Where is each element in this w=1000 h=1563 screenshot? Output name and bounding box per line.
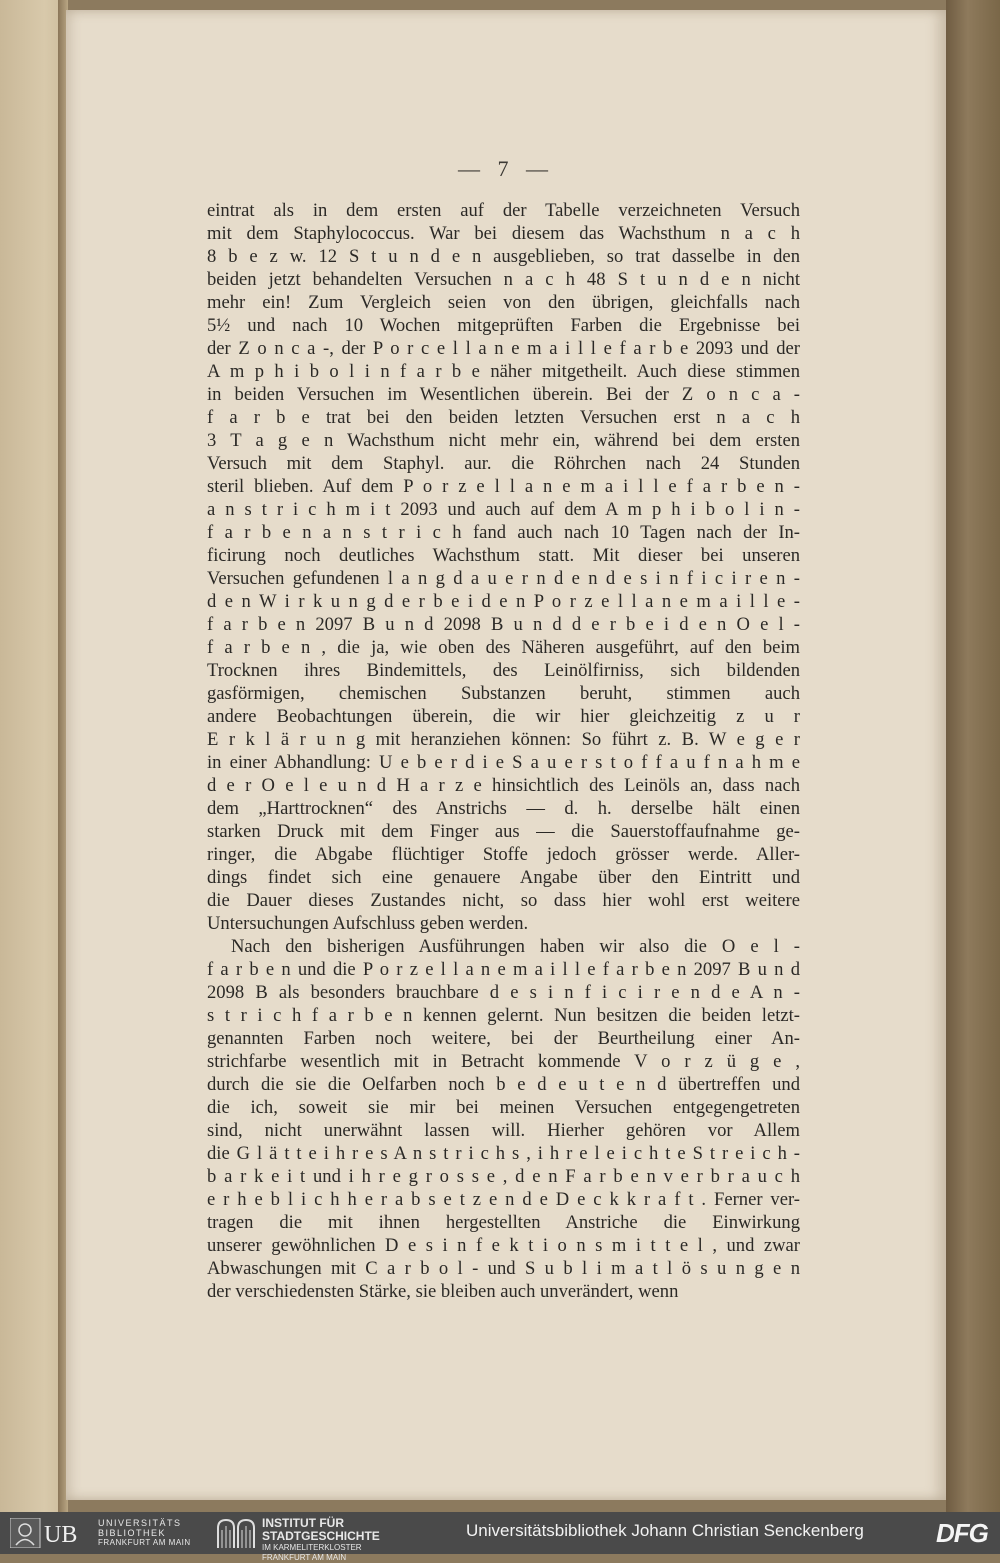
text-line: ficirung noch deutliches Wachsthum statt. Mit dieser bei unseren	[207, 545, 800, 566]
text-line: der verschiedensten Stärke, sie bleiben auch unverändert, wenn	[207, 1281, 679, 1302]
text-line: 5½ und nach 10 Wochen mitgeprüften Farben die Ergebnisse bei	[207, 315, 800, 336]
text-line: strichfarbe wesentlich mit in Betracht kommende V o r z ü g e ,	[207, 1051, 800, 1072]
inst-line-4: FRANKFURT AM MAIN	[262, 1553, 347, 1562]
text-line: 2098 B als besonders brauchbare d e s i n f i c i r e n d e A n -	[207, 982, 800, 1003]
institute-text	[262, 1517, 380, 1563]
text-line: dings findet sich eine genauere Angabe über den Eintritt und	[207, 867, 800, 888]
text-line: A m p h i b o l i n f a r b e näher mitgetheilt. Auch diese stimmen	[207, 361, 800, 382]
text-line: Nach den bisherigen Ausführungen haben wir also die O e l -	[231, 936, 800, 957]
text-line: a n s t r i c h m i t 2093 und auch auf dem A m p h i b o l i n -	[207, 499, 800, 520]
dfg-logo: DFG	[936, 1518, 988, 1548]
text-line: f a r b e trat bei den beiden letzten Versuchen erst n a c h	[207, 407, 800, 428]
inst-line-1: INSTITUT FÜR	[262, 1516, 344, 1530]
text-line: die ich, soweit sie mir bei meinen Versuchen entgegengetreten	[207, 1097, 800, 1118]
ub-line-2: BIBLIOTHEK	[98, 1528, 167, 1538]
page-number: — 7 —	[458, 156, 554, 181]
text-line: der Z o n c a -, der P o r c e l l a n e m a i l l e f a r b e 2093 und der	[207, 338, 800, 359]
text-line: Untersuchungen Aufschluss geben werden.	[207, 913, 529, 934]
right-background	[946, 0, 1000, 1512]
text-line: eintrat als in dem ersten auf der Tabelle verzeichneten Versuch	[207, 200, 800, 221]
text-line: Trocknen ihres Bindemittels, des Leinölfirniss, sich bildenden	[207, 660, 800, 681]
text-line: andere Beobachtungen überein, die wir hier gleichzeitig z u r	[207, 706, 800, 727]
text-line: Abwaschungen mit C a r b o l - und S u b l i m a t l ö s u n g e n	[207, 1258, 800, 1279]
text-line: unserer gewöhnlichen D e s i n f e k t i o n s m i t t e l , und zwar	[207, 1235, 800, 1256]
text-line: Versuch mit dem Staphyl. aur. die Röhrchen nach 24 Stunden	[207, 453, 800, 474]
inst-line-3: IM KARMELITERKLOSTER	[262, 1543, 362, 1552]
text-line: d e n W i r k u n g d e r b e i d e n P o r z e l l a n e m a i l l e -	[207, 591, 800, 612]
text-line: f a r b e n a n s t r i c h fand auch nach 10 Tagen nach der In-	[207, 522, 800, 543]
text-line: die G l ä t t e i h r e s A n s t r i c h s , i h r e l e i c h t e S t r e i c h -	[207, 1143, 800, 1164]
text-line: 3 T a g e n Wachsthum nicht mehr ein, während bei dem ersten	[207, 430, 800, 451]
text-line: e r h e b l i c h h e r a b s e t z e n d e D e c k k r a f t . Ferner ver-	[207, 1189, 800, 1210]
text-line: Versuchen gefundenen l a n g d a u e r n d e n d e s i n f i c i r e n -	[207, 568, 800, 589]
text-line: dem „Harttrocknen“ des Anstrichs — d. h. derselbe hält einen	[207, 798, 800, 819]
text-line: sind, nicht unerwähnt lassen will. Hierher gehören vor Allem	[207, 1120, 800, 1141]
text-line: in beiden Versuchen im Wesentlichen überein. Bei der Z o n c a -	[207, 384, 800, 405]
ub-mark: UB	[44, 1522, 78, 1548]
text-line: gasförmigen, chemischen Substanzen beruht, stimmen auch	[207, 683, 800, 704]
text-line: mehr ein! Zum Vergleich seien von den übrigen, gleichfalls nach	[207, 292, 800, 313]
ub-line-1: UNIVERSITÄTS	[98, 1518, 182, 1528]
book-page	[66, 10, 946, 1500]
text-line: f a r b e n 2097 B u n d 2098 B u n d d e r b e i d e n O e l -	[207, 614, 800, 635]
text-line: beiden jetzt behandelten Versuchen n a c h 48 S t u n d e n nicht	[207, 269, 800, 290]
text-line: ringer, die Abgabe flüchtiger Stoffe jedoch grösser werde. Aller-	[207, 844, 800, 865]
text-line: b a r k e i t und i h r e g r o s s e , d e n F a r b e n v e r b r a u c h	[207, 1166, 800, 1187]
text-line: mit dem Staphylococcus. War bei diesem das Wachsthum n a c h	[207, 223, 800, 244]
text-line: in einer Abhandlung: U e b e r d i e S a u e r s t o f f a u f n a h m e	[207, 752, 800, 773]
footer-bar	[0, 1512, 1000, 1562]
text-line: steril blieben. Auf dem P o r z e l l a n e m a i l l e f a r b e n -	[207, 476, 800, 497]
institute-logo-icon	[214, 1518, 258, 1550]
library-name: Universitätsbibliothek Johann Christian Senckenberg	[466, 1521, 864, 1540]
text-line: die Dauer dieses Zustandes nicht, so dass hier wohl erst weitere	[207, 890, 800, 911]
text-line: f a r b e n , die ja, wie oben des Näheren ausgeführt, auf den beim	[207, 637, 800, 658]
text-line: E r k l ä r u n g mit heranziehen können: So führt z. B. W e g e r	[207, 729, 800, 750]
text-line: durch die sie die Oelfarben noch b e d e u t e n d übertreffen und	[207, 1074, 800, 1095]
ub-text	[98, 1518, 191, 1548]
inst-line-2: STADTGESCHICHTE	[262, 1529, 380, 1543]
page-text	[207, 199, 800, 1303]
text-line: starken Druck mit dem Finger aus — die Sauerstoffaufnahme ge-	[207, 821, 800, 842]
text-line: tragen die mit ihnen hergestellten Anstriche die Einwirkung	[207, 1212, 800, 1233]
ub-line-3: FRANKFURT AM MAIN	[98, 1538, 191, 1547]
text-line: d e r O e l e u n d H a r z e hinsichtlich des Leinöls an, dass nach	[207, 775, 800, 796]
text-line: genannten Farben noch weitere, bei der Beurtheilung einer An-	[207, 1028, 800, 1049]
text-line: s t r i c h f a r b e n kennen gelernt. Nun besitzen die beiden letzt-	[207, 1005, 800, 1026]
text-line: f a r b e n und die P o r z e l l a n e m a i l l e f a r b e n 2097 B u n d	[207, 959, 800, 980]
ub-logo-icon	[10, 1518, 94, 1548]
left-page-edge	[0, 0, 64, 1512]
text-line: 8 b e z w. 12 S t u n d e n ausgeblieben, so trat dasselbe in den	[207, 246, 800, 267]
